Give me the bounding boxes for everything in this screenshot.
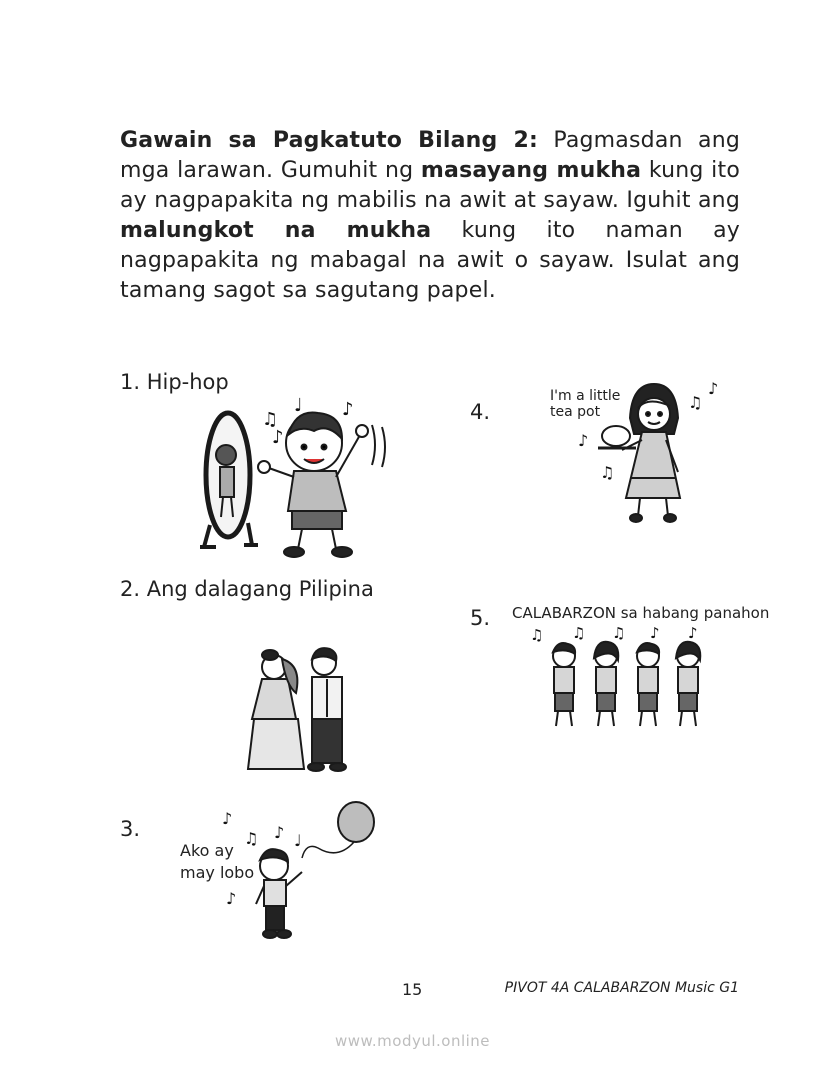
svg-text:♫: ♫ — [572, 624, 586, 642]
item-3-label: 3. — [120, 817, 141, 841]
svg-text:♫: ♫ — [612, 624, 626, 642]
couple-traditional-dance-illustration — [246, 645, 356, 775]
page-number: 15 — [402, 980, 423, 999]
instructions-text-3: kung ito naman ay nagpapakita ng mabagal na awit o sayaw. Isulat ang tamang sagot sa sagutang papel. — [120, 218, 740, 303]
boy-dancing-mirror-illustration — [196, 395, 396, 560]
item-4-label: 4. — [470, 400, 491, 424]
svg-text:♫: ♫ — [244, 829, 259, 848]
instructions-text-2: kung ito ay nagpapakita ng mabilis na awit at sayaw. Iguhit ang — [120, 158, 740, 213]
svg-text:♪: ♪ — [708, 379, 719, 398]
svg-text:♩: ♩ — [294, 395, 303, 416]
speech-line-ako-ay: Ako ay — [180, 841, 234, 860]
children-marching-illustration — [512, 598, 770, 734]
item-2-label: 2. Ang dalagang Pilipina — [120, 577, 374, 601]
svg-text:♪: ♪ — [222, 809, 233, 828]
instructions-text-1: Pagmasdan ang mga larawan. Gumuhit ng — [120, 128, 740, 183]
activity-heading: Gawain sa Pagkatuto Bilang 2: — [120, 128, 538, 153]
svg-text:♫: ♫ — [262, 409, 279, 430]
item-5-label: 5. — [470, 606, 491, 630]
svg-text:♫: ♫ — [688, 393, 703, 412]
speech-line-im-a-little: I'm a little — [550, 388, 621, 404]
item-1-label: 1. Hip-hop — [120, 370, 229, 394]
svg-text:♪: ♪ — [342, 399, 354, 420]
svg-text:♫: ♫ — [530, 626, 544, 644]
footer-title: PIVOT 4A CALABARZON Music G1 — [504, 980, 739, 996]
speech-line-calabarzon: CALABARZON sa habang panahon — [512, 604, 770, 622]
watermark: www.modyul.online — [334, 1032, 491, 1050]
svg-text:♪: ♪ — [650, 624, 660, 642]
svg-text:♪: ♪ — [274, 823, 285, 842]
sad-face-phrase: malungkot na mukha — [120, 218, 432, 243]
svg-text:♩: ♩ — [294, 831, 302, 850]
svg-text:♪: ♪ — [226, 889, 237, 908]
instructions-paragraph — [120, 126, 740, 306]
boy-with-balloon-illustration — [178, 800, 383, 940]
girl-with-teapot-illustration — [548, 378, 728, 526]
svg-text:♪: ♪ — [272, 427, 284, 448]
speech-line-tea-pot: tea pot — [550, 404, 601, 420]
svg-text:♪: ♪ — [688, 624, 698, 642]
svg-text:♫: ♫ — [600, 463, 615, 482]
happy-face-phrase: masayang mukha — [420, 158, 642, 183]
svg-text:♪: ♪ — [578, 431, 589, 450]
speech-line-may-lobo: may lobo — [180, 863, 255, 882]
